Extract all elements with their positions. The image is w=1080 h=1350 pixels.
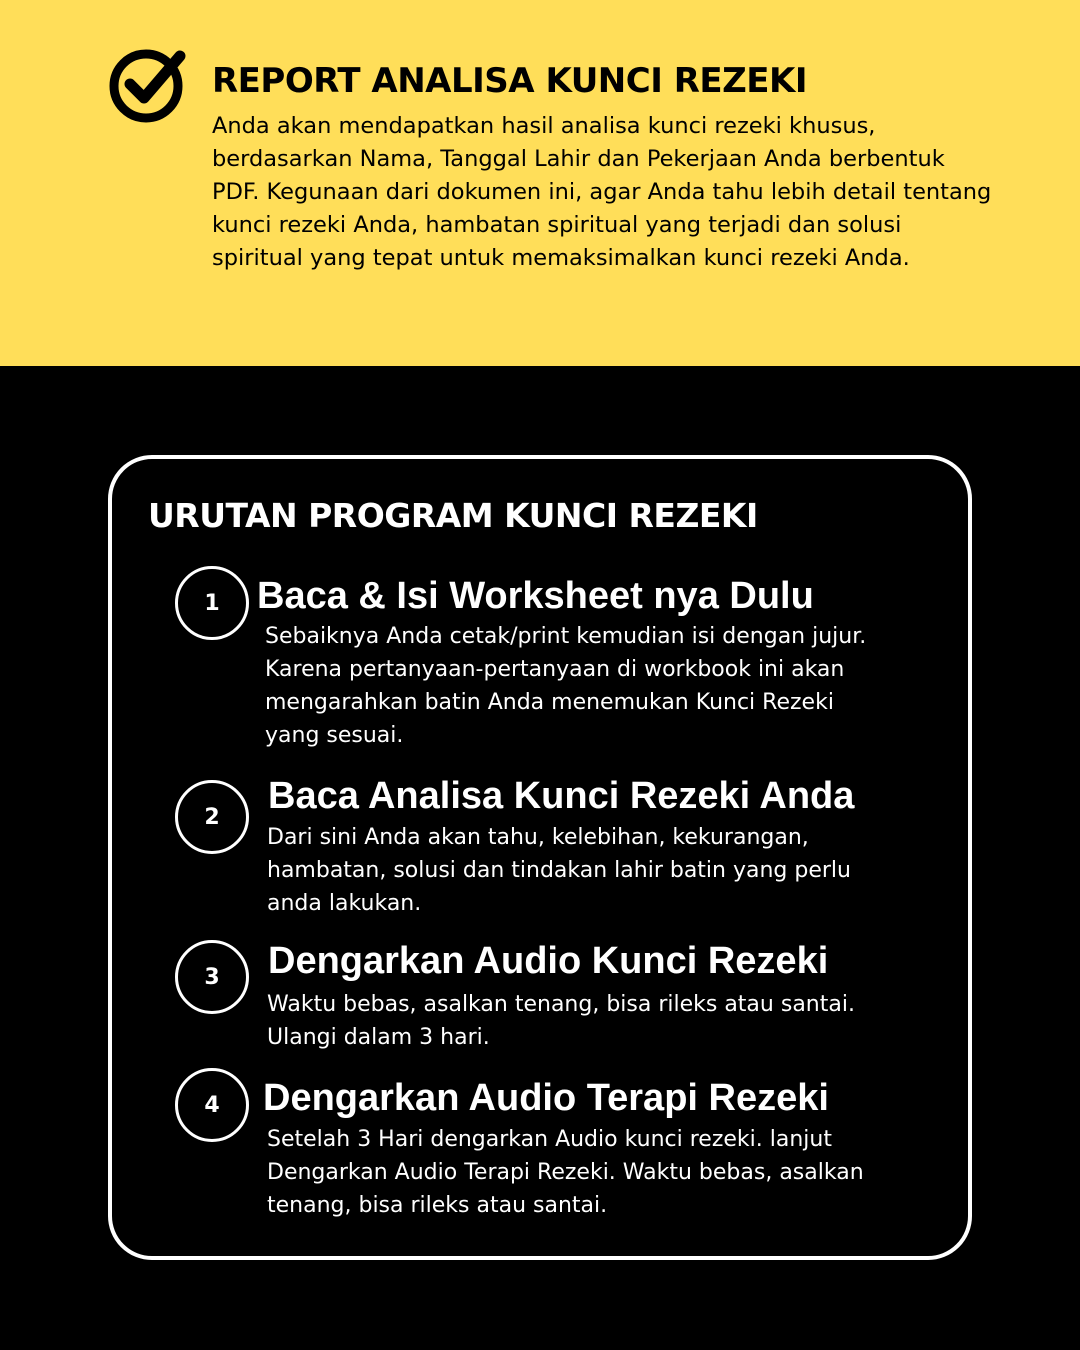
step-description: Setelah 3 Hari dengarkan Audio kunci rezeki. lanjut Dengarkan Audio Terapi Rezeki. Waktu bebas, asalkan tenang, bisa rileks atau santai. (267, 1127, 864, 1218)
step-number-badge: 4 (175, 1068, 249, 1142)
step-title: Dengarkan Audio Terapi Rezeki (263, 1077, 829, 1119)
step-title: Baca & Isi Worksheet nya Dulu (257, 575, 814, 617)
step-number-badge: 3 (175, 940, 249, 1014)
report-description: Anda akan mendapatkan hasil analisa kunci rezeki khusus, berdasarkan Nama, Tanggal Lahir dan Pekerjaan Anda berbentuk PDF. Kegunaan dari dokumen ini, agar Anda tahu lebih detail tentang kunci rezeki Anda, hambatan spiritual yang terjadi dan solusi spiritual yang tepat untuk memaksimalkan kunci rezeki Anda. (212, 113, 992, 271)
step-description: Waktu bebas, asalkan tenang, bisa rileks atau santai. Ulangi dalam 3 hari. (267, 992, 855, 1050)
step-title: Dengarkan Audio Kunci Rezeki (268, 940, 829, 982)
step-description: Sebaiknya Anda cetak/print kemudian isi dengan jujur. Karena pertanyaan-pertanyaan di workbook ini akan mengarahkan batin Anda menemukan Kunci Rezeki yang sesuai. (265, 624, 867, 748)
program-title: URUTAN PROGRAM KUNCI REZEKI (148, 496, 758, 535)
report-title: REPORT ANALISA KUNCI REZEKI (212, 61, 807, 101)
step-number-badge: 2 (175, 780, 249, 854)
step-number-badge: 1 (175, 566, 249, 640)
step-title: Baca Analisa Kunci Rezeki Anda (268, 775, 855, 817)
step-description: Dari sini Anda akan tahu, kelebihan, kekurangan, hambatan, solusi dan tindakan lahir batin yang perlu anda lakukan. (267, 825, 851, 916)
check-circle-icon (108, 42, 190, 124)
